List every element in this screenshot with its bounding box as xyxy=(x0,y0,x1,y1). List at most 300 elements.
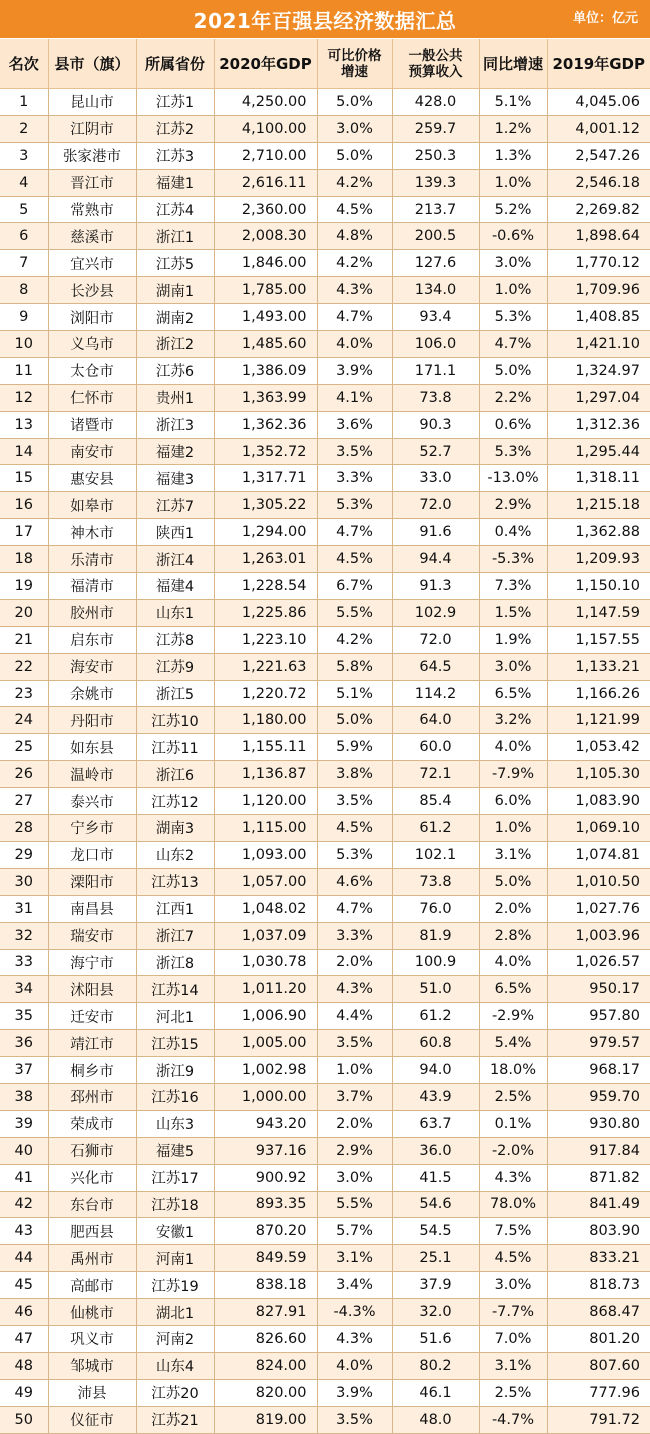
yoy-cell: -2.9% xyxy=(479,1003,547,1030)
growth-cell: 4.2% xyxy=(317,250,392,277)
gdp-2020-cell: 1,220.72 xyxy=(214,680,317,707)
province-cell: 江苏17 xyxy=(136,1164,214,1191)
rank-cell: 48 xyxy=(0,1352,48,1379)
county-cell: 昆山市 xyxy=(48,89,136,116)
gdp-2020-cell: 1,225.86 xyxy=(214,599,317,626)
gdp-2019-cell: 950.17 xyxy=(547,976,650,1003)
growth-cell: 5.5% xyxy=(317,599,392,626)
province-cell: 浙江7 xyxy=(136,922,214,949)
revenue-cell: 76.0 xyxy=(392,895,479,922)
growth-cell: 4.5% xyxy=(317,815,392,842)
province-cell: 江苏7 xyxy=(136,492,214,519)
table-row xyxy=(0,1406,650,1433)
table-row xyxy=(0,492,650,519)
rank-cell: 18 xyxy=(0,546,48,573)
growth-cell: 5.9% xyxy=(317,734,392,761)
header-line: 所属省份 xyxy=(137,56,214,72)
county-cell: 沭阳县 xyxy=(48,976,136,1003)
growth-cell: 5.8% xyxy=(317,653,392,680)
county-cell: 龙口市 xyxy=(48,841,136,868)
province-cell: 江苏3 xyxy=(136,142,214,169)
growth-cell: 4.2% xyxy=(317,626,392,653)
county-cell: 启东市 xyxy=(48,626,136,653)
table-row xyxy=(0,895,650,922)
gdp-2020-cell: 1,352.72 xyxy=(214,438,317,465)
growth-cell: 4.3% xyxy=(317,1325,392,1352)
yoy-cell: 4.7% xyxy=(479,331,547,358)
county-cell: 南安市 xyxy=(48,438,136,465)
yoy-cell: 5.0% xyxy=(479,868,547,895)
gdp-2020-cell: 900.92 xyxy=(214,1164,317,1191)
county-cell: 余姚市 xyxy=(48,680,136,707)
county-cell: 宜兴市 xyxy=(48,250,136,277)
growth-cell: 3.9% xyxy=(317,357,392,384)
gdp-2019-cell: 777.96 xyxy=(547,1379,650,1406)
province-cell: 山东1 xyxy=(136,599,214,626)
province-cell: 江西1 xyxy=(136,895,214,922)
county-cell: 神木市 xyxy=(48,519,136,546)
gdp-2019-cell: 1,083.90 xyxy=(547,788,650,815)
yoy-cell: 2.5% xyxy=(479,1083,547,1110)
province-cell: 福建3 xyxy=(136,465,214,492)
gdp-2019-cell: 1,312.36 xyxy=(547,411,650,438)
gdp-2020-cell: 1,846.00 xyxy=(214,250,317,277)
gdp-2020-cell: 819.00 xyxy=(214,1406,317,1433)
rank-cell: 33 xyxy=(0,949,48,976)
revenue-cell: 60.8 xyxy=(392,1030,479,1057)
growth-cell: 4.6% xyxy=(317,868,392,895)
yoy-cell: -4.7% xyxy=(479,1406,547,1433)
county-cell: 长沙县 xyxy=(48,277,136,304)
rank-cell: 14 xyxy=(0,438,48,465)
rank-cell: 15 xyxy=(0,465,48,492)
growth-cell: 3.8% xyxy=(317,761,392,788)
gdp-2020-cell: 1,155.11 xyxy=(214,734,317,761)
rank-cell: 11 xyxy=(0,357,48,384)
province-cell: 江苏10 xyxy=(136,707,214,734)
yoy-cell: 7.3% xyxy=(479,573,547,600)
yoy-cell: 1.0% xyxy=(479,277,547,304)
gdp-2019-cell: 1,133.21 xyxy=(547,653,650,680)
unit-label: 单位：亿元 xyxy=(573,0,638,38)
county-cell: 如东县 xyxy=(48,734,136,761)
yoy-cell: 4.0% xyxy=(479,734,547,761)
header-line: 预算收入 xyxy=(393,64,479,80)
header-line: 同比增速 xyxy=(480,56,547,72)
province-cell: 江苏11 xyxy=(136,734,214,761)
province-cell: 江苏13 xyxy=(136,868,214,895)
county-cell: 仪征市 xyxy=(48,1406,136,1433)
gdp-2020-cell: 1,294.00 xyxy=(214,519,317,546)
gdp-2019-cell: 2,547.26 xyxy=(547,142,650,169)
header-revenue xyxy=(392,39,479,89)
rank-cell: 8 xyxy=(0,277,48,304)
revenue-cell: 81.9 xyxy=(392,922,479,949)
province-cell: 湖南1 xyxy=(136,277,214,304)
gdp-2019-cell: 1,770.12 xyxy=(547,250,650,277)
county-cell: 东台市 xyxy=(48,1191,136,1218)
rank-cell: 12 xyxy=(0,384,48,411)
growth-cell: 3.6% xyxy=(317,411,392,438)
gdp-2020-cell: 1,386.09 xyxy=(214,357,317,384)
revenue-cell: 72.0 xyxy=(392,492,479,519)
gdp-2019-cell: 871.82 xyxy=(547,1164,650,1191)
yoy-cell: 3.0% xyxy=(479,653,547,680)
gdp-2020-cell: 1,006.90 xyxy=(214,1003,317,1030)
province-cell: 河南2 xyxy=(136,1325,214,1352)
gdp-2020-cell: 1,000.00 xyxy=(214,1083,317,1110)
yoy-cell: 2.0% xyxy=(479,895,547,922)
province-cell: 江苏18 xyxy=(136,1191,214,1218)
header-row xyxy=(0,39,650,89)
revenue-cell: 61.2 xyxy=(392,815,479,842)
gdp-2020-cell: 2,360.00 xyxy=(214,196,317,223)
growth-cell: 4.7% xyxy=(317,895,392,922)
table-header xyxy=(0,39,650,89)
table-row xyxy=(0,1352,650,1379)
growth-cell: 3.7% xyxy=(317,1083,392,1110)
yoy-cell: -13.0% xyxy=(479,465,547,492)
revenue-cell: 91.6 xyxy=(392,519,479,546)
gdp-2019-cell: 1,157.55 xyxy=(547,626,650,653)
growth-cell: 5.3% xyxy=(317,841,392,868)
revenue-cell: 52.7 xyxy=(392,438,479,465)
county-cell: 乐清市 xyxy=(48,546,136,573)
gdp-2020-cell: 2,710.00 xyxy=(214,142,317,169)
header-line: 名次 xyxy=(0,56,48,72)
yoy-cell: 6.5% xyxy=(479,976,547,1003)
rank-cell: 22 xyxy=(0,653,48,680)
growth-cell: 4.4% xyxy=(317,1003,392,1030)
province-cell: 江苏5 xyxy=(136,250,214,277)
revenue-cell: 85.4 xyxy=(392,788,479,815)
growth-cell: 4.7% xyxy=(317,304,392,331)
gdp-2019-cell: 1,010.50 xyxy=(547,868,650,895)
growth-cell: 3.5% xyxy=(317,1030,392,1057)
province-cell: 浙江3 xyxy=(136,411,214,438)
rank-cell: 26 xyxy=(0,761,48,788)
rank-cell: 28 xyxy=(0,815,48,842)
rank-cell: 42 xyxy=(0,1191,48,1218)
gdp-2020-cell: 1,180.00 xyxy=(214,707,317,734)
yoy-cell: 0.1% xyxy=(479,1110,547,1137)
yoy-cell: 5.1% xyxy=(479,89,547,116)
rank-cell: 44 xyxy=(0,1245,48,1272)
yoy-cell: 6.0% xyxy=(479,788,547,815)
growth-cell: 5.0% xyxy=(317,89,392,116)
header-line: 增速 xyxy=(318,64,392,80)
province-cell: 湖南2 xyxy=(136,304,214,331)
province-cell: 浙江8 xyxy=(136,949,214,976)
gdp-2020-cell: 943.20 xyxy=(214,1110,317,1137)
table-row xyxy=(0,841,650,868)
table-row xyxy=(0,438,650,465)
county-cell: 荣成市 xyxy=(48,1110,136,1137)
province-cell: 河北1 xyxy=(136,1003,214,1030)
yoy-cell: 78.0% xyxy=(479,1191,547,1218)
gdp-2020-cell: 2,008.30 xyxy=(214,223,317,250)
table-row xyxy=(0,1164,650,1191)
table-row xyxy=(0,1325,650,1352)
table-row xyxy=(0,788,650,815)
yoy-cell: 5.4% xyxy=(479,1030,547,1057)
growth-cell: 1.0% xyxy=(317,1057,392,1084)
growth-cell: 4.8% xyxy=(317,223,392,250)
rank-cell: 9 xyxy=(0,304,48,331)
gdp-2019-cell: 1,295.44 xyxy=(547,438,650,465)
yoy-cell: 3.2% xyxy=(479,707,547,734)
county-cell: 太仓市 xyxy=(48,357,136,384)
county-cell: 海安市 xyxy=(48,653,136,680)
county-cell: 义乌市 xyxy=(48,331,136,358)
rank-cell: 19 xyxy=(0,573,48,600)
gdp-2020-cell: 1,263.01 xyxy=(214,546,317,573)
yoy-cell: 7.0% xyxy=(479,1325,547,1352)
table-row xyxy=(0,1379,650,1406)
growth-cell: 5.0% xyxy=(317,707,392,734)
gdp-2019-cell: 979.57 xyxy=(547,1030,650,1057)
gdp-2019-cell: 1,421.10 xyxy=(547,331,650,358)
header-line: 2019年GDP xyxy=(548,56,650,72)
revenue-cell: 93.4 xyxy=(392,304,479,331)
gdp-2019-cell: 4,001.12 xyxy=(547,115,650,142)
gdp-2019-cell: 868.47 xyxy=(547,1299,650,1326)
county-cell: 兴化市 xyxy=(48,1164,136,1191)
table-row xyxy=(0,1137,650,1164)
gdp-2020-cell: 1,002.98 xyxy=(214,1057,317,1084)
gdp-2020-cell: 1,005.00 xyxy=(214,1030,317,1057)
gdp-2020-cell: 4,250.00 xyxy=(214,89,317,116)
county-cell: 石狮市 xyxy=(48,1137,136,1164)
yoy-cell: 1.3% xyxy=(479,142,547,169)
gdp-2020-cell: 1,221.63 xyxy=(214,653,317,680)
yoy-cell: 5.0% xyxy=(479,357,547,384)
gdp-2019-cell: 1,147.59 xyxy=(547,599,650,626)
page-title: 2021年百强县经济数据汇总 xyxy=(194,5,457,34)
table-row xyxy=(0,546,650,573)
gdp-2020-cell: 1,362.36 xyxy=(214,411,317,438)
gdp-2020-cell: 1,057.00 xyxy=(214,868,317,895)
header-line: 2020年GDP xyxy=(215,56,317,72)
gdp-2019-cell: 1,215.18 xyxy=(547,492,650,519)
province-cell: 江苏21 xyxy=(136,1406,214,1433)
yoy-cell: 1.0% xyxy=(479,169,547,196)
province-cell: 江苏15 xyxy=(136,1030,214,1057)
rank-cell: 50 xyxy=(0,1406,48,1433)
revenue-cell: 33.0 xyxy=(392,465,479,492)
yoy-cell: 5.3% xyxy=(479,438,547,465)
province-cell: 山东4 xyxy=(136,1352,214,1379)
yoy-cell: -0.6% xyxy=(479,223,547,250)
revenue-cell: 37.9 xyxy=(392,1272,479,1299)
revenue-cell: 94.4 xyxy=(392,546,479,573)
county-cell: 瑞安市 xyxy=(48,922,136,949)
gdp-2020-cell: 820.00 xyxy=(214,1379,317,1406)
rank-cell: 13 xyxy=(0,411,48,438)
province-cell: 江苏9 xyxy=(136,653,214,680)
growth-cell: 4.5% xyxy=(317,196,392,223)
yoy-cell: 4.3% xyxy=(479,1164,547,1191)
province-cell: 福建2 xyxy=(136,438,214,465)
revenue-cell: 48.0 xyxy=(392,1406,479,1433)
rank-cell: 23 xyxy=(0,680,48,707)
table-row xyxy=(0,1003,650,1030)
revenue-cell: 51.0 xyxy=(392,976,479,1003)
gdp-2019-cell: 959.70 xyxy=(547,1083,650,1110)
yoy-cell: 4.5% xyxy=(479,1245,547,1272)
yoy-cell: 3.0% xyxy=(479,1272,547,1299)
rank-cell: 27 xyxy=(0,788,48,815)
yoy-cell: 1.0% xyxy=(479,815,547,842)
province-cell: 浙江6 xyxy=(136,761,214,788)
yoy-cell: 3.1% xyxy=(479,841,547,868)
growth-cell: 3.4% xyxy=(317,1272,392,1299)
county-cell: 邳州市 xyxy=(48,1083,136,1110)
table-row xyxy=(0,519,650,546)
gdp-2019-cell: 1,709.96 xyxy=(547,277,650,304)
gdp-2019-cell: 1,898.64 xyxy=(547,223,650,250)
table-row xyxy=(0,949,650,976)
gdp-2020-cell: 4,100.00 xyxy=(214,115,317,142)
growth-cell: 2.9% xyxy=(317,1137,392,1164)
table-row xyxy=(0,1191,650,1218)
yoy-cell: 0.6% xyxy=(479,411,547,438)
table-row xyxy=(0,573,650,600)
header-line: 可比价格 xyxy=(318,48,392,64)
table-row xyxy=(0,1245,650,1272)
rank-cell: 49 xyxy=(0,1379,48,1406)
table-row xyxy=(0,223,650,250)
gdp-2019-cell: 1,003.96 xyxy=(547,922,650,949)
province-cell: 浙江5 xyxy=(136,680,214,707)
gdp-2020-cell: 1,048.02 xyxy=(214,895,317,922)
county-cell: 胶州市 xyxy=(48,599,136,626)
province-cell: 浙江1 xyxy=(136,223,214,250)
table-row xyxy=(0,304,650,331)
yoy-cell: 3.0% xyxy=(479,250,547,277)
revenue-cell: 102.1 xyxy=(392,841,479,868)
growth-cell: 5.3% xyxy=(317,492,392,519)
table-row xyxy=(0,1110,650,1137)
table-row xyxy=(0,115,650,142)
gdp-2019-cell: 1,069.10 xyxy=(547,815,650,842)
rank-cell: 40 xyxy=(0,1137,48,1164)
gdp-2019-cell: 1,150.10 xyxy=(547,573,650,600)
province-cell: 山东3 xyxy=(136,1110,214,1137)
growth-cell: 3.5% xyxy=(317,788,392,815)
revenue-cell: 51.6 xyxy=(392,1325,479,1352)
rank-cell: 34 xyxy=(0,976,48,1003)
growth-cell: 3.1% xyxy=(317,1245,392,1272)
county-cell: 南昌县 xyxy=(48,895,136,922)
rank-cell: 24 xyxy=(0,707,48,734)
province-cell: 江苏1 xyxy=(136,89,214,116)
yoy-cell: -5.3% xyxy=(479,546,547,573)
table-row xyxy=(0,1299,650,1326)
county-cell: 海宁市 xyxy=(48,949,136,976)
revenue-cell: 139.3 xyxy=(392,169,479,196)
gdp-2020-cell: 1,037.09 xyxy=(214,922,317,949)
province-cell: 福建5 xyxy=(136,1137,214,1164)
rank-cell: 29 xyxy=(0,841,48,868)
revenue-cell: 213.7 xyxy=(392,196,479,223)
gdp-2019-cell: 2,269.82 xyxy=(547,196,650,223)
gdp-2020-cell: 893.35 xyxy=(214,1191,317,1218)
growth-cell: 5.7% xyxy=(317,1218,392,1245)
yoy-cell: -7.7% xyxy=(479,1299,547,1326)
gdp-2020-cell: 1,136.87 xyxy=(214,761,317,788)
revenue-cell: 46.1 xyxy=(392,1379,479,1406)
province-cell: 安徽1 xyxy=(136,1218,214,1245)
revenue-cell: 259.7 xyxy=(392,115,479,142)
growth-cell: 4.1% xyxy=(317,384,392,411)
yoy-cell: 5.3% xyxy=(479,304,547,331)
gdp-2019-cell: 917.84 xyxy=(547,1137,650,1164)
growth-cell: 3.0% xyxy=(317,115,392,142)
table-row xyxy=(0,465,650,492)
county-cell: 仙桃市 xyxy=(48,1299,136,1326)
province-cell: 湖南3 xyxy=(136,815,214,842)
revenue-cell: 428.0 xyxy=(392,89,479,116)
gdp-2020-cell: 2,616.11 xyxy=(214,169,317,196)
gdp-2020-cell: 1,115.00 xyxy=(214,815,317,842)
yoy-cell: 2.8% xyxy=(479,922,547,949)
county-cell: 张家港市 xyxy=(48,142,136,169)
county-cell: 高邮市 xyxy=(48,1272,136,1299)
rank-cell: 20 xyxy=(0,599,48,626)
growth-cell: 3.5% xyxy=(317,1406,392,1433)
county-cell: 福清市 xyxy=(48,573,136,600)
table-row xyxy=(0,411,650,438)
province-cell: 江苏14 xyxy=(136,976,214,1003)
rank-cell: 38 xyxy=(0,1083,48,1110)
rank-cell: 35 xyxy=(0,1003,48,1030)
gdp-2019-cell: 1,209.93 xyxy=(547,546,650,573)
revenue-cell: 60.0 xyxy=(392,734,479,761)
revenue-cell: 61.2 xyxy=(392,1003,479,1030)
county-cell: 沛县 xyxy=(48,1379,136,1406)
yoy-cell: 4.0% xyxy=(479,949,547,976)
yoy-cell: 2.5% xyxy=(479,1379,547,1406)
yoy-cell: 2.9% xyxy=(479,492,547,519)
province-cell: 浙江4 xyxy=(136,546,214,573)
growth-cell: 2.0% xyxy=(317,949,392,976)
yoy-cell: 2.2% xyxy=(479,384,547,411)
province-cell: 江苏19 xyxy=(136,1272,214,1299)
gdp-2020-cell: 827.91 xyxy=(214,1299,317,1326)
revenue-cell: 106.0 xyxy=(392,331,479,358)
rank-cell: 41 xyxy=(0,1164,48,1191)
table-row xyxy=(0,976,650,1003)
county-cell: 江阴市 xyxy=(48,115,136,142)
header-county xyxy=(48,39,136,89)
table-row xyxy=(0,1218,650,1245)
rank-cell: 16 xyxy=(0,492,48,519)
province-cell: 贵州1 xyxy=(136,384,214,411)
province-cell: 江苏20 xyxy=(136,1379,214,1406)
table-row xyxy=(0,922,650,949)
rank-cell: 1 xyxy=(0,89,48,116)
rank-cell: 7 xyxy=(0,250,48,277)
gdp-2020-cell: 1,093.00 xyxy=(214,841,317,868)
revenue-cell: 94.0 xyxy=(392,1057,479,1084)
table-row xyxy=(0,277,650,304)
header-province xyxy=(136,39,214,89)
revenue-cell: 41.5 xyxy=(392,1164,479,1191)
revenue-cell: 25.1 xyxy=(392,1245,479,1272)
table-row xyxy=(0,1083,650,1110)
gdp-2020-cell: 1,223.10 xyxy=(214,626,317,653)
